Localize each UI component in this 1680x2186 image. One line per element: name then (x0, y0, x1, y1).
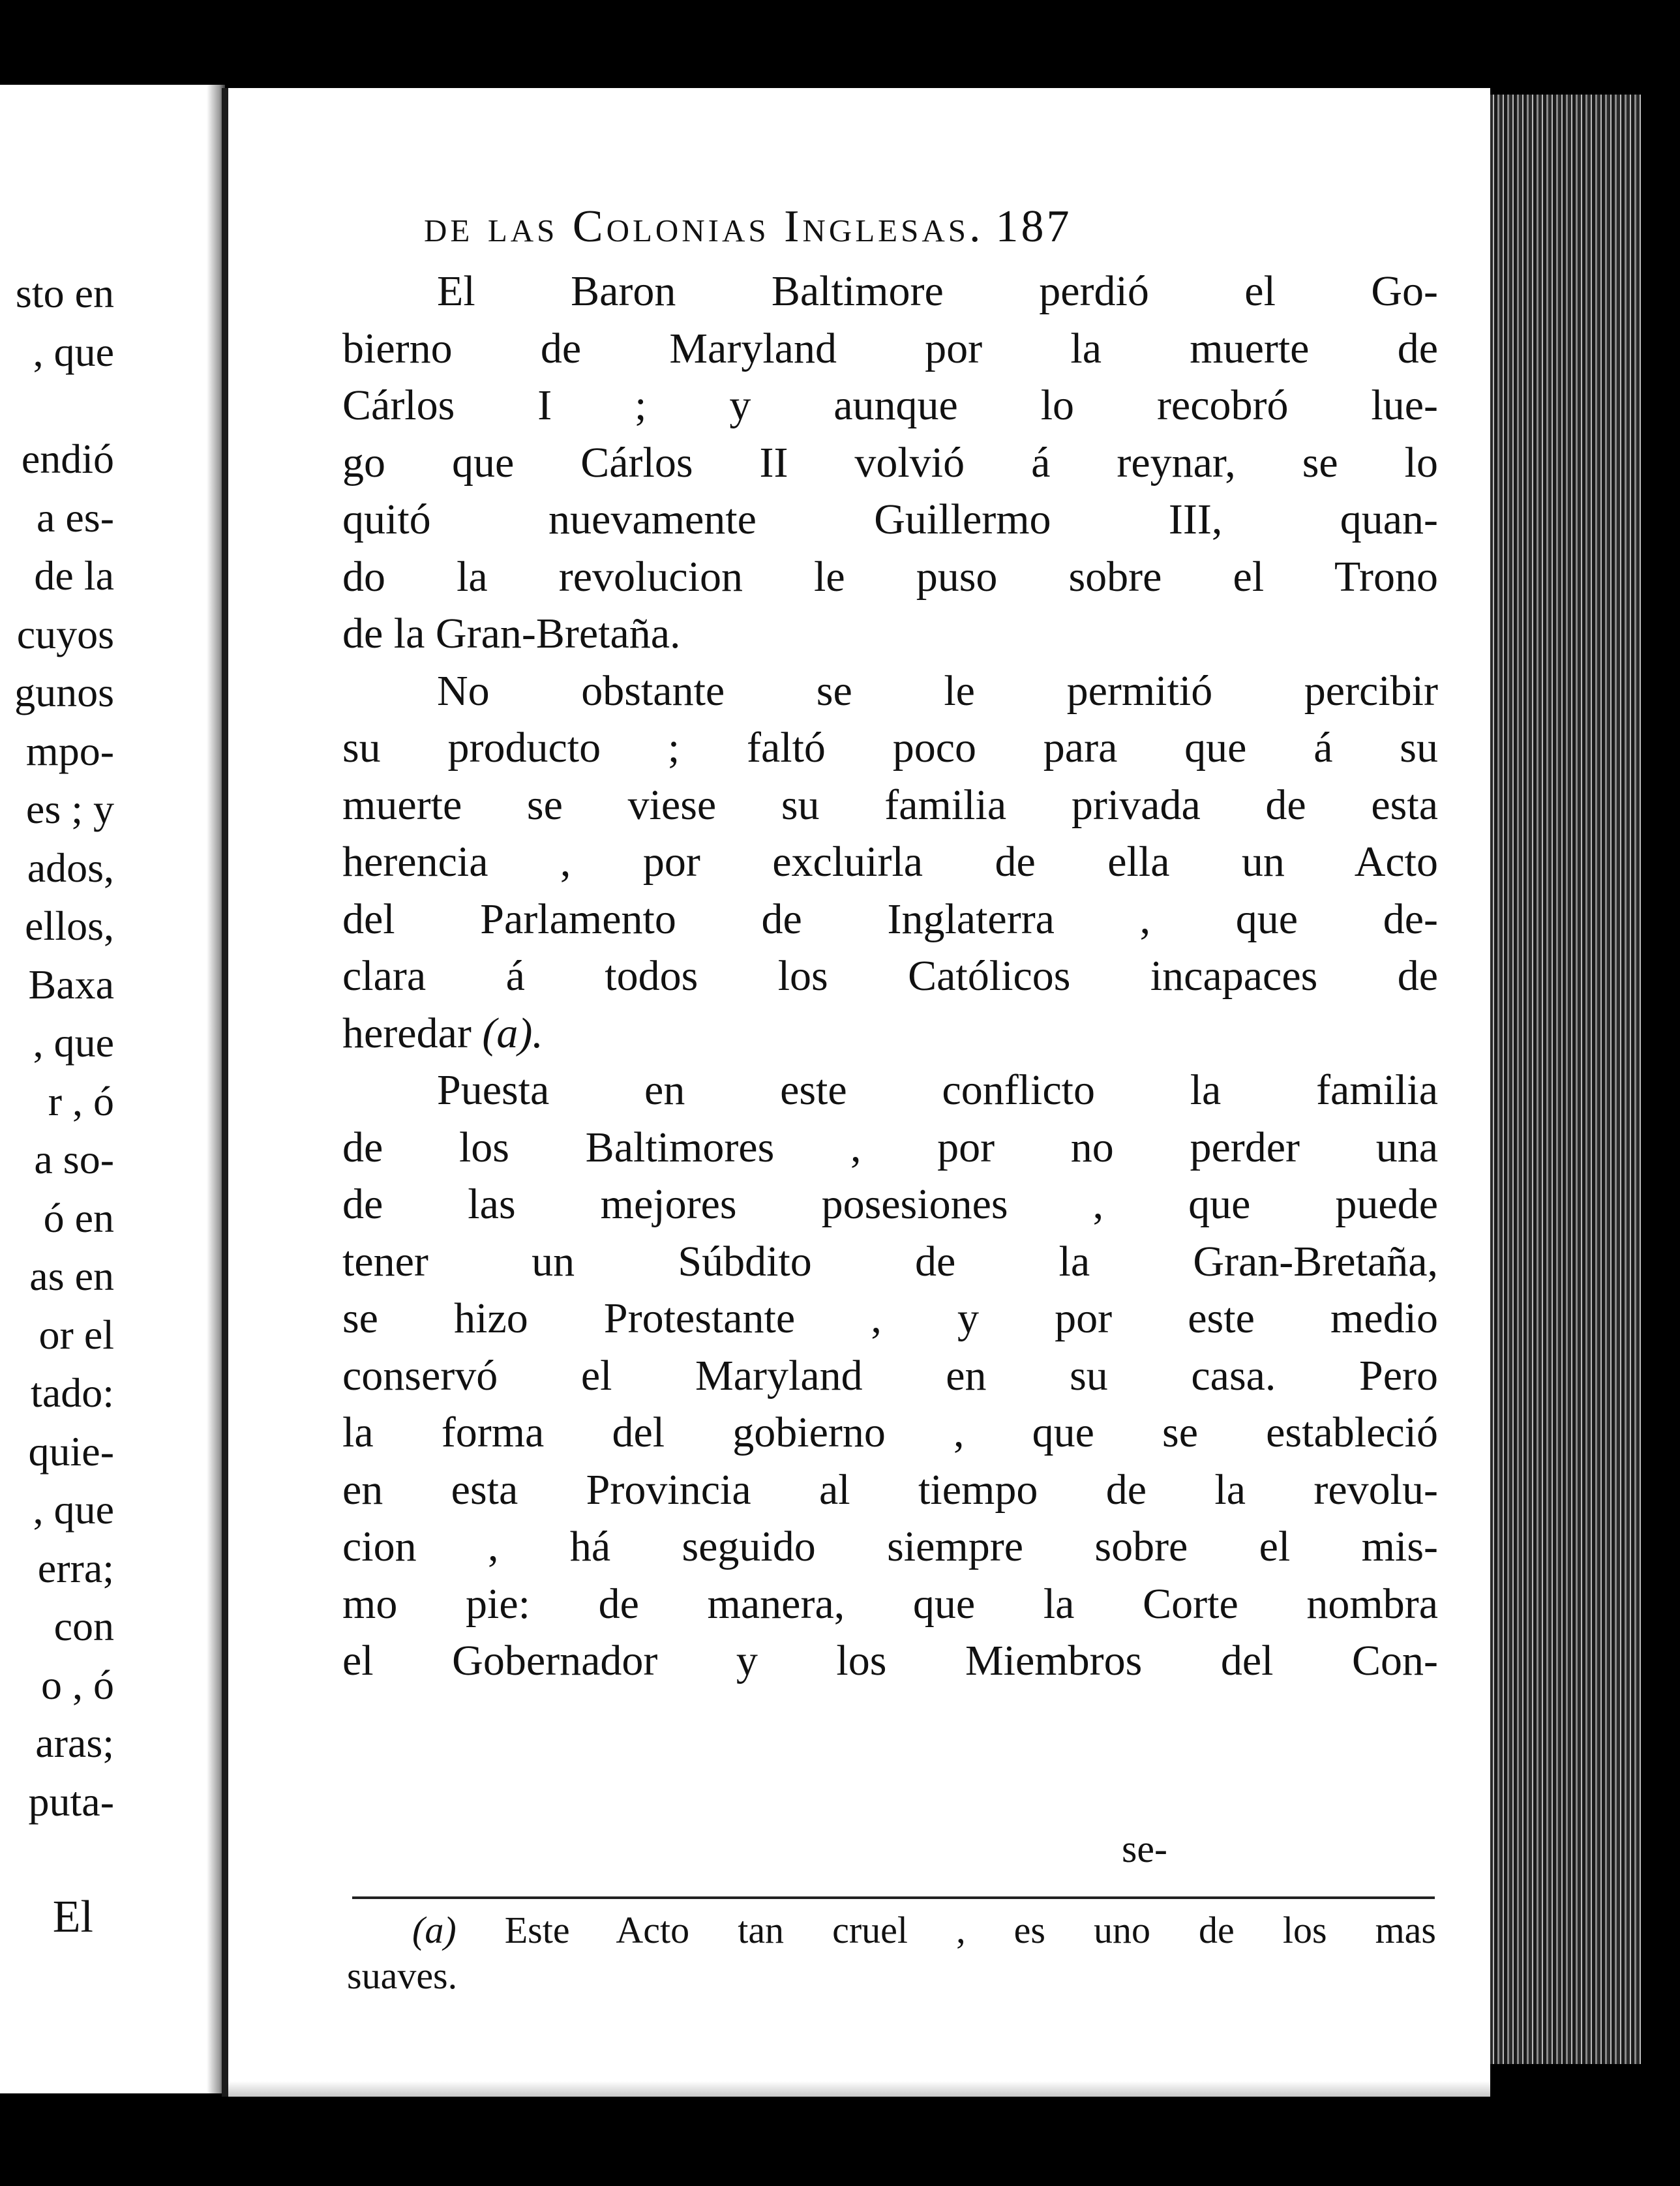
facing-line-gap (14, 381, 114, 430)
text-line-fragment: heredar (342, 1009, 472, 1057)
text-line: Cárlos I ; y aunque lo recobró lue- (342, 382, 1438, 429)
text-line: clara á todos los Católicos incapaces de (342, 952, 1438, 1000)
text-line: su producto ; faltó poco para que á su (342, 724, 1438, 771)
facing-line: aras; (35, 1720, 114, 1766)
facing-line: , que (33, 1019, 114, 1066)
text-line: el Gobernador y los Miembros del Con- (342, 1637, 1438, 1684)
facing-line: tado: (31, 1370, 114, 1416)
text-line (342, 1005, 1438, 1062)
text-line: quitó nuevamente Guillermo III, quan- (342, 496, 1438, 543)
text-line: de los Baltimores , por no perder una (342, 1123, 1438, 1171)
footnote-reference: (a). (482, 1009, 543, 1057)
text-line: muerte se viese su familia privada de esta (342, 781, 1438, 829)
footnote-line: suaves. (347, 1954, 458, 1997)
page-number: 187 (995, 202, 1072, 252)
facing-line: con (53, 1603, 114, 1649)
text-line: Puesta en este conflicto la familia (437, 1066, 1438, 1114)
text-line: El Baron Baltimore perdió el Go- (437, 267, 1438, 315)
facing-page-text (14, 264, 114, 1831)
main-page (222, 88, 1490, 2097)
facing-line: puta- (28, 1778, 114, 1825)
facing-line: quie- (28, 1428, 114, 1475)
facing-line: de la (34, 552, 114, 599)
text-line: go que Cárlos II volvió á reynar, se lo (342, 438, 1438, 487)
text-line: do la revolucion le puso sobre el Trono (342, 552, 1438, 601)
facing-line: mpo- (25, 727, 114, 774)
facing-line: , que (33, 1486, 114, 1533)
facing-line: , que (33, 328, 114, 375)
running-head-title: de las Colonias Inglesas. (424, 202, 984, 252)
facing-line: a es- (36, 494, 114, 541)
facing-page-left (0, 85, 225, 2093)
text-line: conservó el Maryland en su casa. Pero (342, 1351, 1438, 1400)
facing-line: ellos, (25, 903, 114, 949)
facing-line: cuyos (16, 610, 114, 657)
text-line: en esta Provincia al tiempo de la revolu- (342, 1465, 1438, 1514)
book-fore-edge (1484, 95, 1641, 2064)
page-bottom-shadow (228, 2081, 1490, 2097)
facing-page-catchword: El (52, 1892, 93, 1942)
facing-line: endió (21, 436, 114, 482)
facing-line: sto en (15, 270, 114, 316)
facing-line: or el (38, 1311, 114, 1358)
footnote (347, 1908, 1436, 1999)
text-line: se hizo Protestante , y por este medio (342, 1295, 1438, 1342)
text-line: mo pie: de manera, que la Corte nombra (342, 1580, 1438, 1628)
facing-line: r , ó (48, 1077, 114, 1124)
text-line: la forma del gobierno , que se estableció (342, 1409, 1438, 1456)
footnote-text: Este Acto tan cruel , es uno de los mas (504, 1909, 1436, 1951)
text-line: de las mejores posesiones , que puede (342, 1180, 1438, 1228)
text-line: tener un Súbdito de la Gran-Bretaña, (342, 1237, 1438, 1285)
footnote-marker: (a) (412, 1909, 457, 1951)
facing-line: erra; (37, 1544, 114, 1591)
text-line: herencia , por excluirla de ella un Acto (342, 838, 1438, 886)
text-line: del Parlamento de Inglaterra , que de- (342, 895, 1438, 943)
facing-line: ados, (27, 844, 114, 891)
facing-line: gunos (14, 669, 114, 715)
facing-line: ó en (43, 1194, 114, 1241)
text-line: bierno de Maryland por la muerte de (342, 324, 1438, 372)
text-line: cion , há seguido siempre sobre el mis- (342, 1523, 1438, 1570)
running-head (424, 204, 1415, 250)
footnote-rule (352, 1896, 1435, 1899)
footnote-line (347, 1908, 1436, 1953)
facing-line: as en (29, 1253, 114, 1299)
facing-line: o , ó (41, 1661, 114, 1708)
text-line: de la Gran-Bretaña. (342, 610, 681, 657)
facing-line: es ; y (25, 786, 114, 832)
facing-line: Baxa (28, 961, 114, 1008)
facing-line: a so- (34, 1136, 114, 1182)
text-line: No obstante se le permitió percibir (437, 666, 1438, 715)
catchword: se- (1122, 1827, 1167, 1870)
body-text (342, 263, 1438, 1690)
